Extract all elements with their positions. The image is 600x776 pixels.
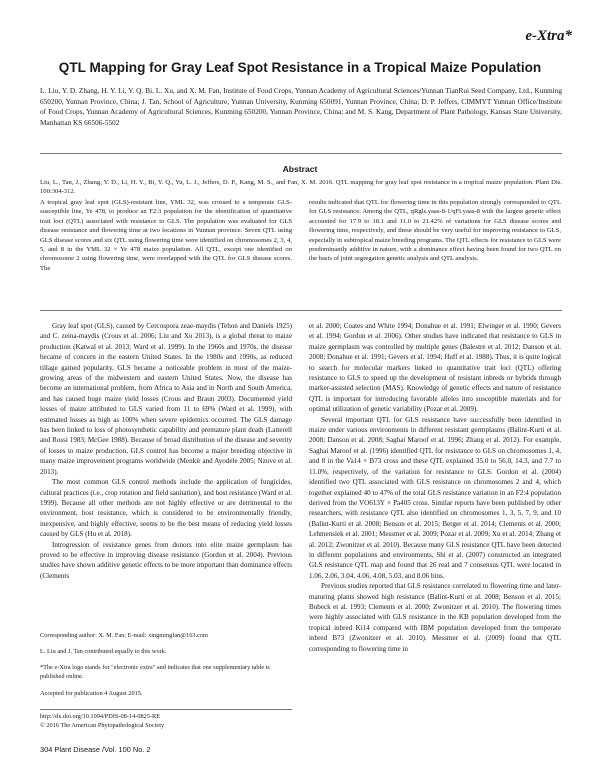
body-paragraph: Several important QTL for GLS resistance have successfully been identified in maize under various environments in different resistant germplasms (Balint-Kurti et al. 2008; Danson et al. 2008; Saghai Maroof et al. 1996; Zhang et al. 2012). For example, Saghai Maroof et al. (1996) identified QTL for resistance to GLS on chromosomes 1, 4, and 8 in the Va14 × B73 cross and these QTL explained 35.0 to 56.0, 14.3, and 7.7 to 11.0%, respectively, of the variation for resistance to GLS. Gordon et al. (2004) identified two QTL associated with GLS resistance on chromosomes 2 and 4, which together explained 40 to 47% of the total GLS resistance variation in an F2:4 population derived from the VO613Y × Pa405 cross. Similar reports have been published by other researchers, with resistance QTL also identified on chromosomes 1, 3, 5, 7, 9, and 10 (Balint-Kurti et al. 2008; Benson et al. 2015; Berger et al. 2014; Clements et al. 2000; Lehmensiek et al. 2001; Messmer et al. 2009; Pozar et al. 2009; Xu et al. 2014; Zhang et al. 2012; Zwonitzer et al. 2010). Because many GLS resistance QTL have been detected in different populations and environments, Shi et al. (2007) constructed an integrated GLS resistance QTL map and found that 26 real and 7 consensus QTL were located in 1.06, 2.06, 3.04, 4.06, 4.08, 5.03, and 8.06 bins. <box>309 415 561 580</box>
copyright: © 2016 The American Phytopathological Society <box>40 722 165 729</box>
body-right-column <box>309 321 561 654</box>
abstract-right-column: results indicated that QTL for flowering time in this population strongly corresponded to QTL for GLS resistance. Among the QTL, qRgls.yaas-8-1/qFt.yaas-8 with the largest genetic effect accounted for 17.9 to 18.1 and 11.0 to 21.42% of variations for GLS disease scores and flowering time, respectively, and these should be very useful for improving resistance to GLS, especially in subtropical maize breeding programs. The QTL effects for resistance to GLS were predominantly additive in nature, with a dominance effect having been found for two QTL on the basis of joint segregation genetic analysis and QTL analysis. <box>309 199 561 263</box>
accepted-date: Accepted for publication 4 August 2015. <box>40 690 143 697</box>
e-xtra-note: *The e-Xtra logo stands for "electronic extra" and indicates that one supplementary table is published online. <box>40 664 270 680</box>
corresponding-author: Corresponding author: X. M. Fan; E-mail: xingmingfan@163.com <box>40 632 208 639</box>
abstract-citation: Liu, L., Tan, J., Zhang, Y. D., Li, H. Y., Bi, Y. Q., Yu, L. J., Jeffers, D. P., Kang, M. S., and Fan, X. M. 2016. QTL mapping for gray leaf spot resistance in a tropical maize population. Plant Dis. 100:304-312. <box>40 179 562 196</box>
body-paragraph: et al. 2000; Coates and White 1994; Donahue et al. 1991; Elwinger et al. 1990; Gevers et al. 1994; Gordon et al. 2006). Other studies have indicated that resistance to GLS in maize germplasm was controlled by multiple genes (Balestre et al. 2012; Danson et al. 2008; Donahue et al. 1991; Gevers et al. 1994; Huff et al. 1988). Thus, it is quite logical to search for molecular markers linked to quantitative trait loci (QTL) offering resistance to GLS to speed up the development of resistant inbreds or hybrids through marker-assisted selection (MAS). Knowledge of genetic effects and nature of resistance QTL is important for introducing favorable alleles into susceptible materials and for optimal utilization of genetic variability (Pozar et al. 2009). <box>309 322 561 414</box>
body-paragraph: Previous studies reported that GLS resistance correlated to flowering time and later-maturing plants showed high resistance (Balint-Kurti et al. 2008; Benson et al. 2015; Bubeck et al. 1993; Clements et al. 2000; Zwonitzer et al. 2010). The flowering times were highly associated with GLS resistance in the KB population developed from the tropical inbred Ki14 compared with IBM population developed from the temperate inbred B73 (Zwonitzer et al. 2010). Messmer et al. (2009) found that QTL corresponding to flowering time in <box>309 582 561 653</box>
body-paragraph: Introgression of resistance genes from donors into elite maize germplasm has proved to be effective in improving disease resistance (Gordon et al. 2004). Previous studies have shown additive genetic effects to be more important than dominance effects (Clements <box>40 540 292 580</box>
doi-link[interactable]: http://dx.doi.org/10.1094/PDIS-08-14-0825-RE <box>40 713 161 720</box>
body-paragraph: Gray leaf spot (GLS), caused by Cercospora zeae-maydis (Tehon and Daniels 1925) and C. zeina-maydis (Crous et al. 2006; Liu and Xu 2013), is a global threat to maize production (Katwal et al. 2013; Ward et al. 1999). In the 1960s and 1970s, the disease became of concern in the eastern United States. In the 1980s and 1990s, as reduced tillage gained popularity, GLS became a noticeable problem in most of the maize-growing areas of the midwestern and eastern United States. Now, the disease has become an international problem, from Africa to Asia and in North and South America, and has caused huge maize yield losses (Crous and Braun 2003). Documented yield losses of maize attributed to GLS varied from 11 to 69% (Ward et al. 1999), with estimated losses as high as 100% when severe epidemics occurred. The GLS damage has been linked to loss of photosynthetic capability and premature plant death (Latterell and Rossi 1983; McGee 1988). Because of broad distribution of the disease and severity of losses to maize production, GLS control has become a major breeding objective in many maize improvement programs worldwide (Menkir and Ayodele 2005; Nzuve et al. 2013). <box>40 322 292 476</box>
body-left-column <box>40 321 292 581</box>
e-xtra-tag: e-Xtra* <box>525 28 572 44</box>
equal-contribution-note: L. Liu and J. Tan contributed equally to this work. <box>40 648 167 655</box>
body-paragraph: The most common GLS control methods include the application of fungicides, cultural practices (i.e., crop rotation and field sanitation), and host resistance (Ward et al. 1999). Because all other methods are not highly effective or are detrimental to the environment, host resistance, which is considered to be environmentally friendly, inexpensive, and highly effective, seems to be the best means of reducing yield losses caused by GLS (Hu et al. 2018). <box>40 478 292 539</box>
page-footer: 304 Plant Disease /Vol. 100 No. 2 <box>40 745 151 754</box>
abstract-divider <box>40 310 562 311</box>
abstract-left-column: A tropical gray leaf spot (GLS)-resistant line, YML 32, was crossed to a temperate GLS-susceptible line, Ye 478, to produce an F2:3 population for the identification of quantitative trait loci (QTL) associated with resistance to GLS. The population was evaluated for GLS disease resistance and flowering time at two locations in Yunnan province. Seven QTL using GLS disease scores and six QTL using flowering time were identified on chromosomes 2, 3, 4, 5, and 8 in the YML 32 × Ye 478 maize population. All QTL, except one identified on chromosome 2 using flowering time, were overlapped with the QTL for GLS disease scores. The <box>40 199 292 272</box>
abstract-heading: Abstract <box>282 164 318 174</box>
article-title: QTL Mapping for Gray Leaf Spot Resistance in a Tropical Maize Population <box>58 60 542 75</box>
authors-affiliations: L. Liu, Y. D. Zhang, H. Y. Li, Y. Q. Bi, L. Xu, and X. M. Fan, Institute of Food Crops, Yunnan Academy of Agricultural Sciences/Yunnan TianRui Seed Company, Ltd., Kunming 650200, Yunnan Province, China; J. Tan, School of Agriculture, Yunnan University, Kunming 650091, Yunnan Province, China; D. P. Jeffers, CIMMYT Yunnan Office/Institute of Food Crops, Yunnan Academy of Agricultural Sciences, Kunming 650200, Yunnan Province, China; and M. S. Kang, Department of Plant Pathology, Kansas State University, Manhattan KS 66506-5502 <box>40 86 562 127</box>
top-divider <box>40 153 562 154</box>
footnote-divider <box>40 709 292 710</box>
